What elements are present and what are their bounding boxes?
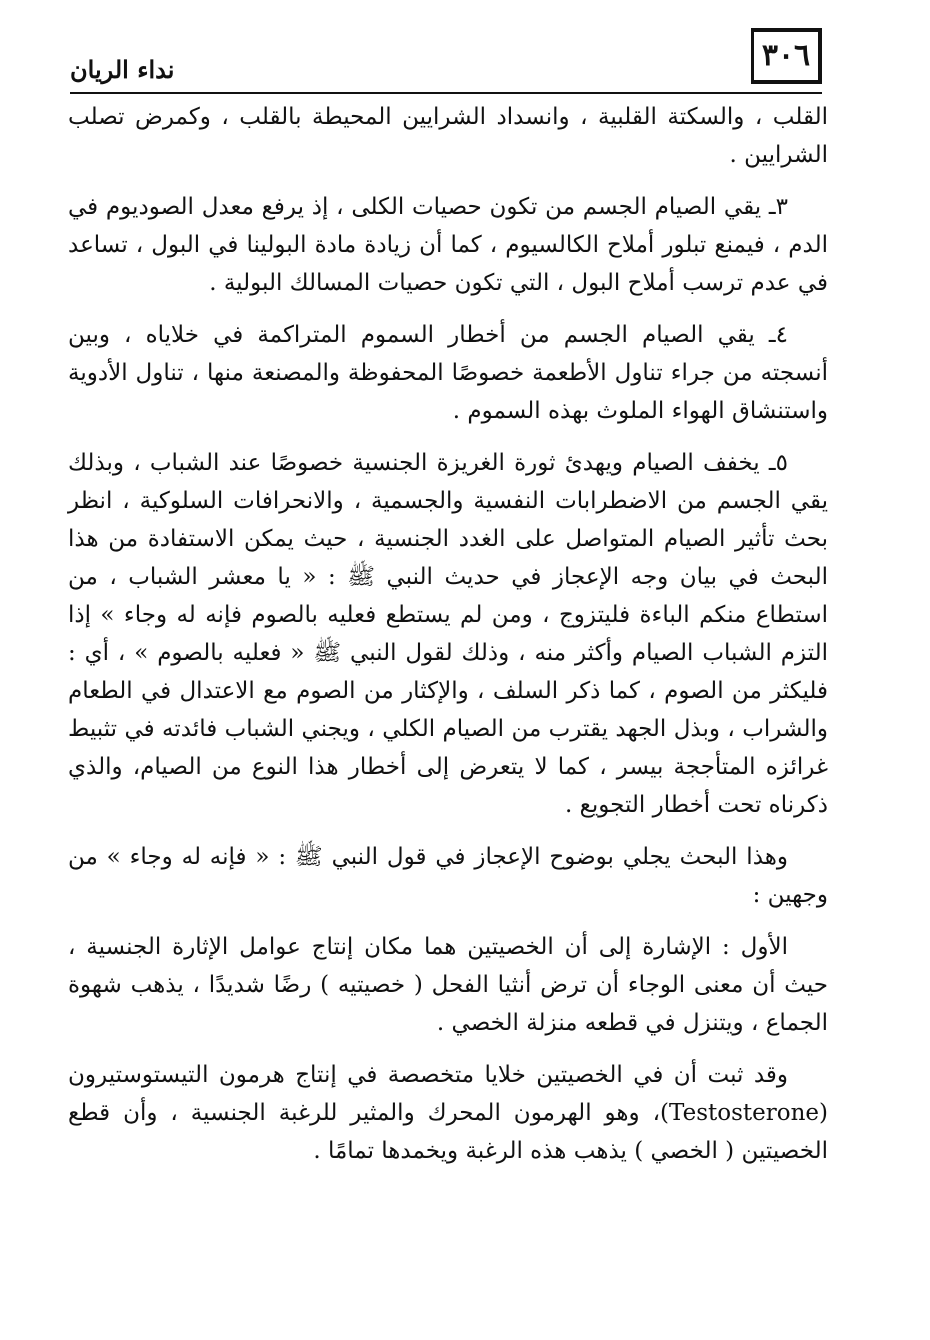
paragraph-point-3: ٣ـ يقي الصيام الجسم من تكون حصيات الكلى ، إذ يرفع معدل الصوديوم في الدم ، فيمنع تبلور أملاح الكالسيوم ، كما أن زيادة مادة البولينا في البول ، تساعد في عدم ترسب أملاح البول ، التي تكون حصيات المسالك البولية . xyxy=(68,194,828,296)
running-title: نداء الريان xyxy=(70,55,175,84)
page-number: ٣٠٦ xyxy=(751,28,822,84)
page-header xyxy=(70,28,822,94)
paragraph-heart-continuation: القلب ، والسكتة القلبية ، وانسداد الشرايين المحيطة بالقلب ، وكمرض تصلب الشرايين . xyxy=(68,104,828,168)
paragraph-testosterone: وقد ثبت أن في الخصيتين خلايا متخصصة في إنتاج هرمون التيستوستيرون (Testosterone)، وهو الهرمون المحرك والمثير للرغبة الجنسية ، وأن قطع الخصيتين ( الخصي ) يذهب هذه الرغبة ويخمدها تمامًا . xyxy=(68,1062,828,1164)
paragraph-first-aspect: الأول : الإشارة إلى أن الخصيتين هما مكان إنتاج عوامل الإثارة الجنسية ، حيث أن معنى الوجاء أن ترض أنثيا الفحل ( خصيتيه ) رضًا شديدًا ، يذهب شهوة الجماع ، ويتنزل في قطعه منزلة الخصي . xyxy=(68,934,828,1036)
paragraph-hadith-miracle: وهذا البحث يجلي بوضوح الإعجاز في قول النبي ﷺ : « فإنه له وجاء » من وجهين : xyxy=(68,844,828,908)
page-body xyxy=(68,98,828,1184)
paragraph-point-4: ٤ـ يقي الصيام الجسم من أخطار السموم المتراكمة في خلاياه ، وبين أنسجته من جراء تناول الأطعمة خصوصًا المحفوظة والمصنعة منها ، تناول الأدوية واستنشاق الهواء الملوث بهذه السموم . xyxy=(68,322,828,424)
paragraph-point-5: ٥ـ يخفف الصيام ويهدئ ثورة الغريزة الجنسية خصوصًا عند الشباب ، وبذلك يقي الجسم من الاضطرابات النفسية والجسمية ، والانحرافات السلوكية ، انظر بحث تأثير الصيام المتواصل على الغدد الجنسية ، حيث يمكن الاستفادة من هذا البحث في بيان وجه الإعجاز في حديث النبي ﷺ : « يا معشر الشباب ، من استطاع منكم الباءة فليتزوج ، ومن لم يستطع فعليه بالصوم فإنه له وجاء » إذا التزم الشباب الصيام وأكثر منه ، وذلك لقول النبي ﷺ « فعليه بالصوم » ، أي : فليكثر من الصوم ، كما ذكر السلف ، والإكثار من الصوم مع الاعتدال في الطعام والشراب ، وبذل الجهد يقترب من الصيام الكلي ، ويجني الشباب فائدته في تثبيط غرائزه المتأججة بيسر ، كما لا يتعرض إلى أخطار هذا النوع من الصيام، والذي ذكرناه تحت أخطار التجويع . xyxy=(68,450,828,818)
